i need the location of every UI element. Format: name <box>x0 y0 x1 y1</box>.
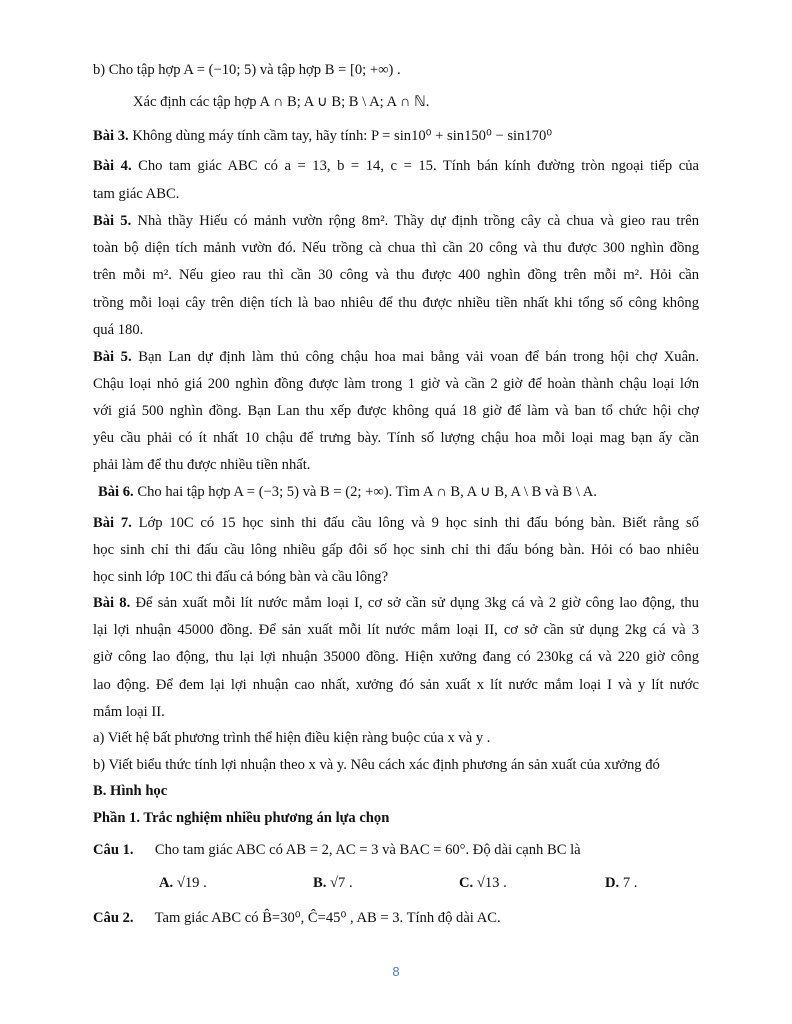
exercise-5b-line-3: với giá 500 nghìn đồng. Bạn Lan thu xếp được không quá 18 giờ để làm và ban tổ chức hội chợ <box>93 403 699 419</box>
option-d-value: 7 . <box>622 875 638 891</box>
question-1-label: Câu 1. <box>93 842 134 858</box>
exercise-8-part-b: b) Viết biểu thức tính lợi nhuận theo x và y. Nêu cách xác định phương án sản xuất của xưởng đó <box>93 757 660 773</box>
exercise-7-text-1: Lớp 10C có 15 học sinh thi đấu cầu lông và 9 học sinh thi đấu bóng bàn. Biết rằng số <box>138 515 699 531</box>
option-c[interactable] <box>459 873 507 893</box>
exercise-6 <box>98 482 597 502</box>
exercise-7-line-1 <box>93 513 699 533</box>
exercise-8-line-2: lại lợi nhuận 45000 đồng. Để sản xuất mỗi lít nước mắm loại II, cơ sở cần sử dụng 2kg cá và 3 <box>93 622 699 638</box>
option-d[interactable] <box>605 873 637 893</box>
question-2-label: Câu 2. <box>93 910 134 926</box>
exercise-5a-line-4: trồng mỗi loại cây trên diện tích là bao nhiêu để thu được nhiều tiền nhất khi tổng số công không <box>93 295 699 311</box>
exercise-5a-line-1 <box>93 211 699 231</box>
option-a-label: A. <box>159 875 174 891</box>
exercise-5b-line-1 <box>93 347 699 367</box>
option-b[interactable] <box>313 873 353 893</box>
question-2-text: Tam giác ABC có B̂=30⁰, Ĉ=45⁰ , AB = 3. Tính độ dài AC. <box>154 910 501 926</box>
part-b-line-1: b) Cho tập hợp A = (−10; 5) và tập hợp B = [0; +∞) . <box>93 62 401 78</box>
option-d-label: D. <box>605 875 620 891</box>
exercise-8-line-1 <box>93 593 699 613</box>
question-2 <box>93 908 501 928</box>
option-b-label: B. <box>313 875 327 891</box>
exercise-5a-line-5: quá 180. <box>93 322 144 338</box>
exercise-4-label: Bài 4. <box>93 158 132 174</box>
exercise-3 <box>93 126 552 146</box>
exercise-7-label: Bài 7. <box>93 515 132 531</box>
exercise-6-label: Bài 6. <box>98 484 134 500</box>
exercise-4-line-2: tam giác ABC. <box>93 186 180 202</box>
exercise-3-label: Bài 3. <box>93 128 129 144</box>
exercise-5b-label: Bài 5. <box>93 349 132 365</box>
exercise-8-label: Bài 8. <box>93 595 131 611</box>
exercise-8-line-4: lao động. Để đem lại lợi nhuận cao nhất, xưởng đó sản xuất x lít nước mắm loại I và y lít nước <box>93 677 699 693</box>
exercise-5b-line-4: yêu cầu phải có ít nhất 10 chậu để trưng bày. Tính số lượng chậu hoa mỗi loại mag bạn ấy cần <box>93 430 699 446</box>
exercise-5a-label: Bài 5. <box>93 213 132 229</box>
question-1-text: Cho tam giác ABC có AB = 2, AC = 3 và BAC = 60°. Độ dài cạnh BC là <box>154 842 581 858</box>
exercise-5b-line-2: Chậu loại nhỏ giá 200 nghìn đồng được làm trong 1 giờ và cần 2 giờ để hoàn thành chậu loại lớn <box>93 376 699 392</box>
exercise-7-line-3: học sinh lớp 10C thi đấu cả bóng bàn và cầu lông? <box>93 569 389 585</box>
option-a-value: √19 . <box>176 875 207 891</box>
exercise-5b-text-1: Bạn Lan dự định làm thủ công chậu hoa mai bằng vải voan để bán trong hội chợ Xuân. <box>138 349 700 365</box>
part-b-line-2: Xác định các tập hợp A ∩ B; A ∪ B; B \ A; A ∩ ℕ. <box>133 94 430 110</box>
option-c-value: √13 . <box>476 875 507 891</box>
exercise-7-line-2: học sinh chỉ thi đấu cầu lông nhiều gấp đôi số học sinh chỉ thi đấu bóng bàn. Hỏi có bao nhiêu <box>93 542 699 558</box>
exercise-5a-line-2: toàn bộ diện tích mảnh vườn đó. Nếu trồng cà chua thì cần 20 công và thu được 300 nghìn đồng <box>93 240 699 256</box>
question-1 <box>93 840 581 860</box>
exercise-8-text-1: Để sản xuất mỗi lít nước mắm loại I, cơ sở cần sử dụng 3kg cá và 2 giờ công lao động, thu <box>135 595 699 611</box>
section-b-heading: B. Hình học <box>93 783 168 799</box>
exercise-4-text-1: Cho tam giác ABC có a = 13, b = 14, c = 15. Tính bán kính đường tròn ngoại tiếp của <box>138 158 699 174</box>
option-a[interactable] <box>159 873 207 893</box>
option-c-label: C. <box>459 875 474 891</box>
exercise-3-text: Không dùng máy tính cầm tay, hãy tính: P = sin10⁰ + sin150⁰ − sin170⁰ <box>132 128 553 144</box>
exercise-8-line-5: mắm loại II. <box>93 704 165 720</box>
exercise-5a-text-1: Nhà thầy Hiếu có mảnh vườn rộng 8m². Thầy dự định trồng cây cà chua và gieo rau trên <box>137 213 699 229</box>
page-number: 8 <box>392 964 400 979</box>
exercise-8-part-a: a) Viết hệ bất phương trình thể hiện điều kiện ràng buộc của x và y . <box>93 730 491 746</box>
exercise-4-line-1 <box>93 156 699 176</box>
exercise-5b-line-5: phải làm để thu được nhiều tiền nhất. <box>93 457 311 473</box>
exercise-8-line-3: giờ công lao động, thu lại lợi nhuận 35000 đồng. Hiện xưởng đang có 230kg cá và 220 giờ công <box>93 649 699 665</box>
exercise-6-text: Cho hai tập hợp A = (−3; 5) và B = (2; +∞). Tìm A ∩ B, A ∪ B, A \ B và B \ A. <box>137 484 597 500</box>
part-1-heading: Phần 1. Trắc nghiệm nhiều phương án lựa chọn <box>93 810 390 826</box>
exercise-5a-line-3: trên mỗi m². Nếu gieo rau thì cần 30 công và thu được 400 nghìn đồng trên mỗi m². Hỏi cần <box>93 267 699 283</box>
option-b-value: √7 . <box>330 875 353 891</box>
